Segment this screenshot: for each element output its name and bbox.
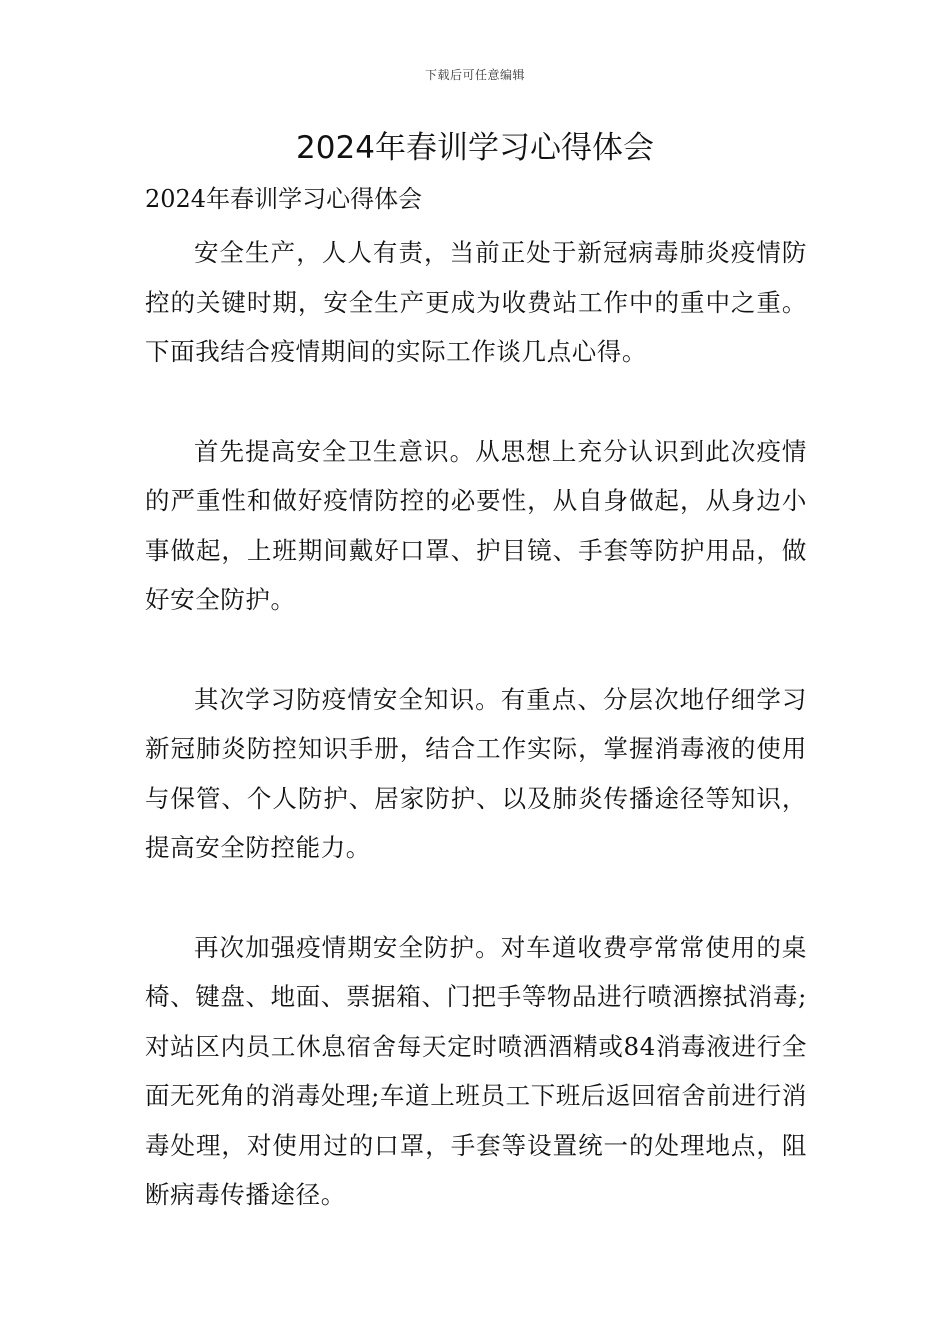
paragraph-awareness: 首先提高安全卫生意识。从思想上充分认识到此次疫情的严重性和做好疫情防控的必要性，从自身做起，从身边小事做起，上班期间戴好口罩、护目镜、手套等防护用品，做好安全防护。 [145,436,807,614]
document-subtitle: 2024年春训学习心得体会 [145,185,423,213]
document-title: 2024年春训学习心得体会 [296,130,654,166]
document-body [145,228,807,1270]
paragraph-intro: 安全生产，人人有责，当前正处于新冠病毒肺炎疫情防控的关键时期，安全生产更成为收费站工作中的重中之重。下面我结合疫情期间的实际工作谈几点心得。 [145,238,807,366]
header-note: 下载后可任意编辑 [424,68,525,82]
paragraph-knowledge: 其次学习防疫情安全知识。有重点、分层次地仔细学习新冠肺炎防控知识手册，结合工作实际，掌握消毒液的使用与保管、个人防护、居家防护、以及肺炎传播途径等知识，提高安全防控能力。 [145,684,807,862]
paragraph-protection: 再次加强疫情期安全防护。对车道收费亭常常使用的桌椅、键盘、地面、票据箱、门把手等物品进行喷洒擦拭消毒;对站区内员工休息宿舍每天定时喷洒酒精或84消毒液进行全面无死角的消毒处理;车道上班员工下班后返回宿舍前进行消毒处理，对使用过的口罩，手套等设置统一的处理地点，阻断病毒传播途径。 [145,932,807,1209]
